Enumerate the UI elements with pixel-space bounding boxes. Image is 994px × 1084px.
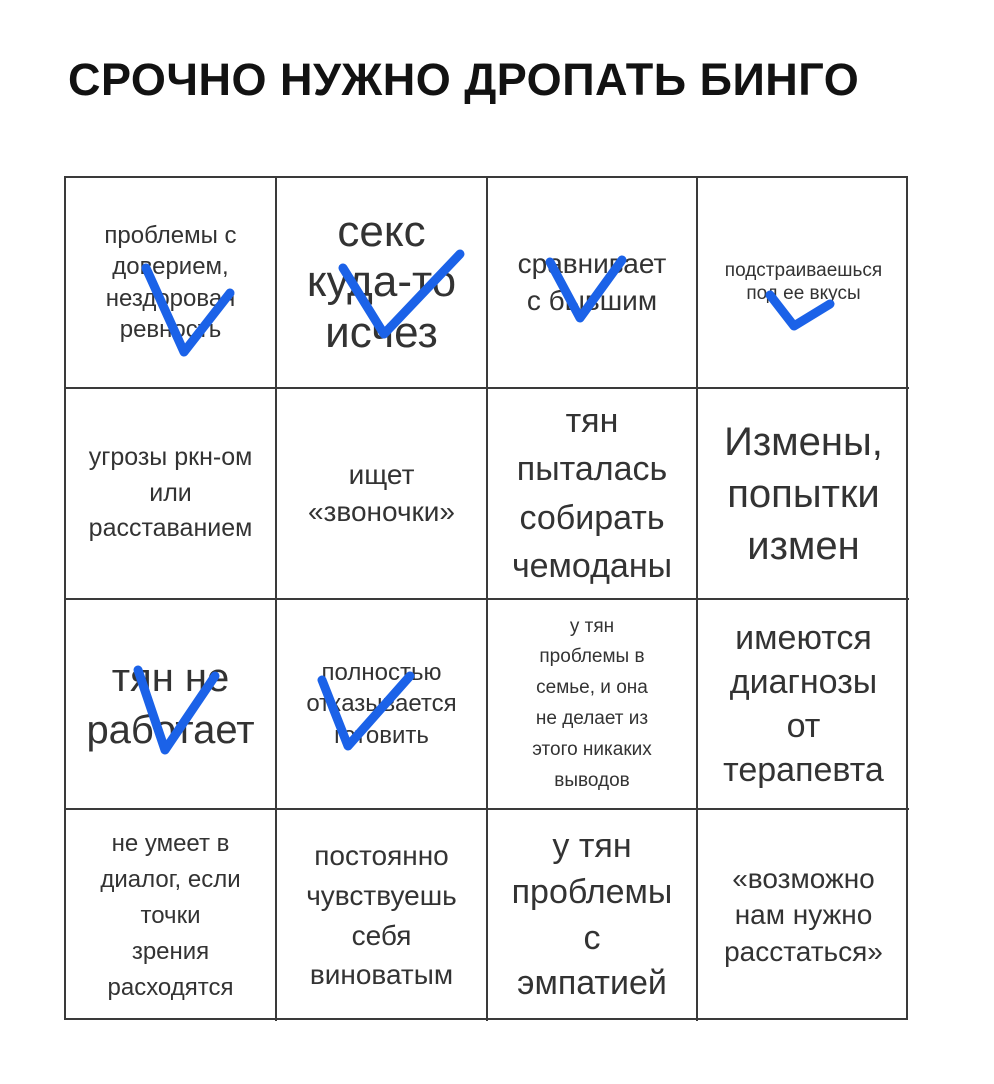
bingo-cell-text: у тян проблемы с эмпатией bbox=[511, 826, 673, 1003]
bingo-cell-text: ищет «звоночки» bbox=[307, 459, 455, 527]
bingo-cell-r2c4[interactable] bbox=[698, 389, 909, 600]
bingo-cell-text: проблемы с доверием, нездоровая ревность bbox=[104, 222, 237, 343]
bingo-cell-r2c2[interactable] bbox=[277, 389, 488, 600]
bingo-cell-text: имеются диагнозы от терапевта bbox=[723, 618, 884, 790]
bingo-cell-text: не умеет в диалог, если точки зрения расходятся bbox=[100, 829, 241, 1001]
bingo-cell-r4c4[interactable] bbox=[698, 810, 909, 1021]
bingo-cell-text: постоянно чувствуешь себя виноватым bbox=[306, 840, 457, 991]
bingo-cell-text: тян не работает bbox=[86, 656, 255, 752]
bingo-cell-r2c1[interactable] bbox=[66, 389, 277, 600]
bingo-cell-text: полностью отказывается готовить bbox=[306, 659, 457, 749]
bingo-cell-r4c3[interactable] bbox=[488, 810, 698, 1021]
bingo-cell-text: Измены, попытки измен bbox=[724, 419, 883, 568]
bingo-cell-r3c2[interactable] bbox=[277, 600, 488, 810]
bingo-cell-r1c3[interactable] bbox=[488, 178, 698, 389]
bingo-cell-text: у тян проблемы в семье, и она не делает из этого никаких выводов bbox=[532, 615, 652, 791]
bingo-cell-r3c3[interactable] bbox=[488, 600, 698, 810]
bingo-cell-text: секс куда-то исчез bbox=[306, 206, 457, 357]
page-title: СРОЧНО НУЖНО ДРОПАТЬ БИНГО bbox=[68, 54, 860, 105]
bingo-cell-text: подстраиваешься под ее вкусы bbox=[724, 259, 883, 304]
bingo-cell-r4c1[interactable] bbox=[66, 810, 277, 1021]
bingo-cell-r1c1[interactable] bbox=[66, 178, 277, 389]
bingo-cell-r2c3[interactable] bbox=[488, 389, 698, 600]
bingo-cell-r3c4[interactable] bbox=[698, 600, 909, 810]
bingo-cell-text: угрозы ркн-ом или расставанием bbox=[88, 443, 253, 543]
bingo-cell-r4c2[interactable] bbox=[277, 810, 488, 1021]
bingo-cell-text: сравнивает с бывшим bbox=[517, 248, 667, 316]
bingo-cell-r1c4[interactable] bbox=[698, 178, 909, 389]
bingo-cell-r3c1[interactable] bbox=[66, 600, 277, 810]
bingo-cell-r1c2[interactable] bbox=[277, 178, 488, 389]
bingo-cell-text: «возможно нам нужно расстаться» bbox=[724, 862, 883, 967]
bingo-board bbox=[64, 176, 908, 1020]
bingo-cell-text: тян пыталась собирать чемоданы bbox=[511, 401, 673, 585]
